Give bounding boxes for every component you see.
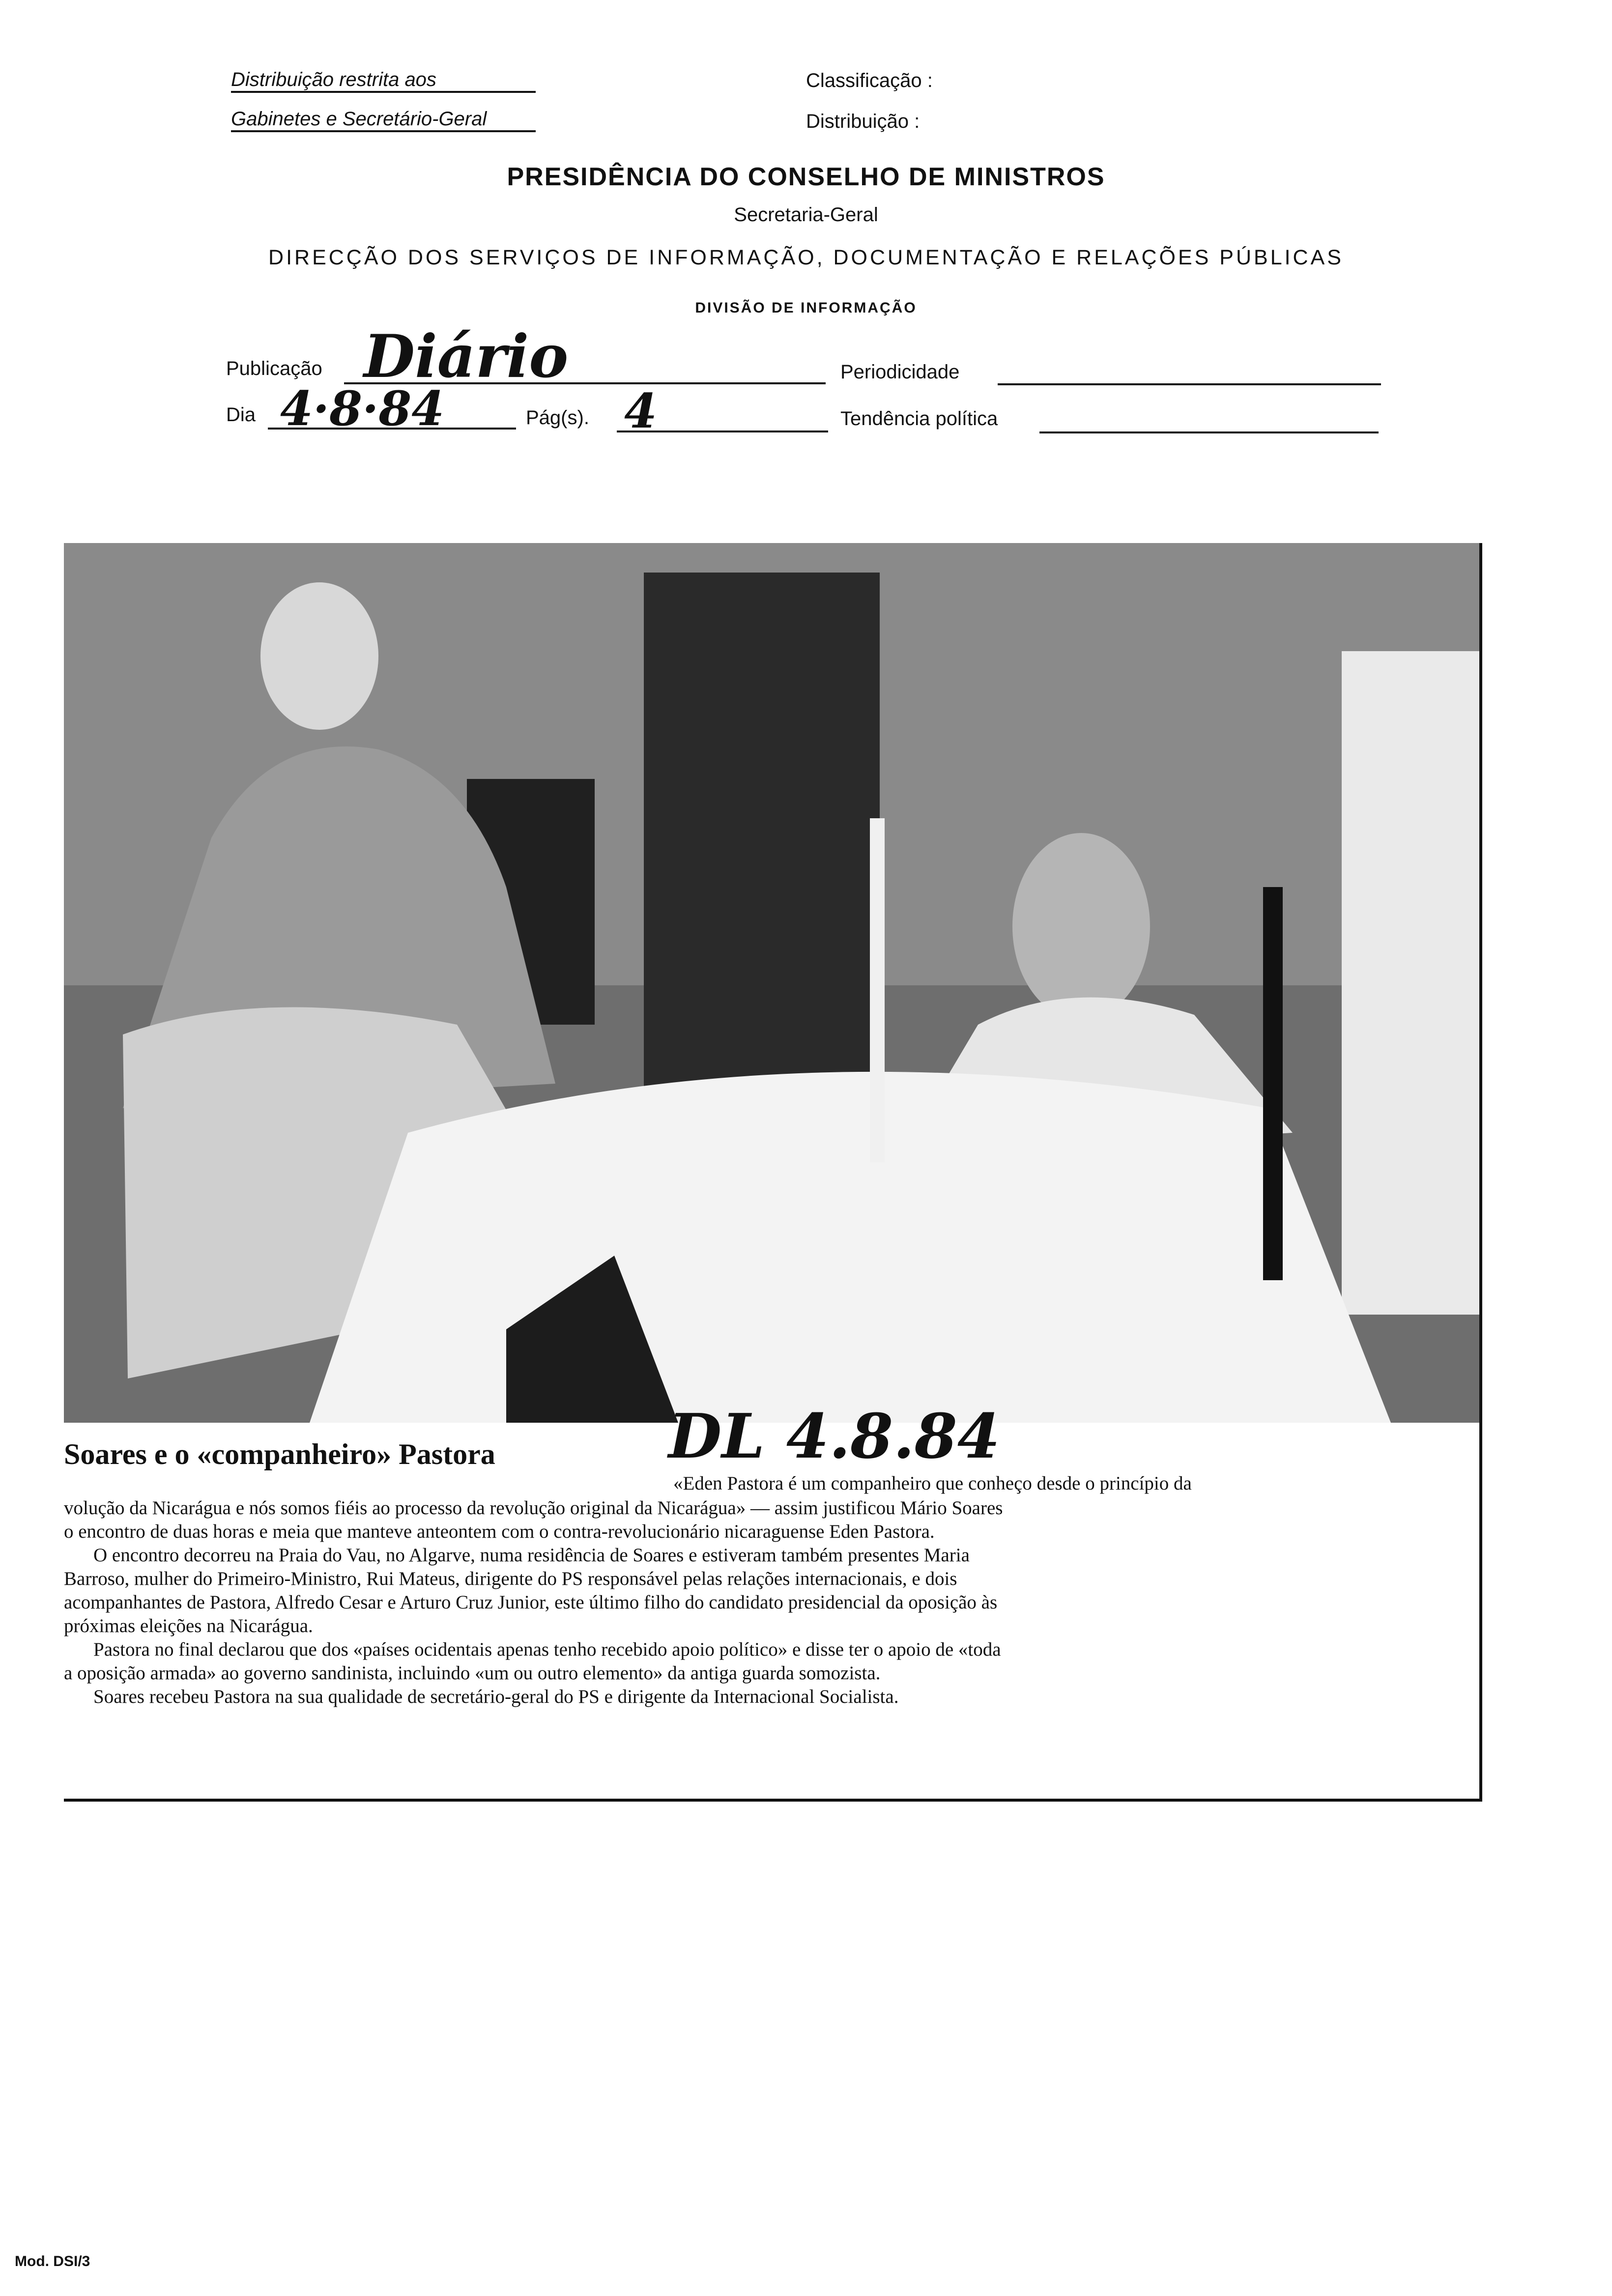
institution-subtitle: Secretaria-Geral bbox=[734, 204, 878, 226]
day-label: Dia bbox=[226, 404, 256, 426]
photo-illustration bbox=[64, 543, 1479, 1423]
classification-label: Classificação : bbox=[806, 70, 933, 91]
caption-line: Barroso, mulher do Primeiro-Ministro, Rui Mateus, dirigente do PS responsável pelas relações internacionais, e dois bbox=[64, 1568, 957, 1589]
clipping-headline: Soares e o «companheiro» Pastora bbox=[64, 1438, 495, 1470]
caption-line: volução da Nicarágua e nós somos fiéis ao processo da revolução original da Nicarágua» — assim justificou Mário Soares bbox=[64, 1497, 1003, 1519]
newspaper-clipping bbox=[64, 543, 1482, 1802]
restricted-distribution-line2: Gabinetes e Secretário-Geral bbox=[231, 108, 536, 132]
publication-handwritten-value: Diário bbox=[364, 322, 569, 391]
periodicity-field-line bbox=[998, 383, 1381, 385]
caption-line: a oposição armada» ao governo sandinista, incluindo «um ou outro elemento» da antiga guarda somozista. bbox=[64, 1663, 881, 1684]
periodicity-label: Periodicidade bbox=[840, 361, 960, 383]
caption-lead-in: «Eden Pastora é um companheiro que conheço desde o princípio da bbox=[673, 1473, 1192, 1494]
distribution-label: Distribuição : bbox=[806, 111, 920, 132]
directorate-line: DIRECÇÃO DOS SERVIÇOS DE INFORMAÇÃO, DOCUMENTAÇÃO E RELAÇÕES PÚBLICAS bbox=[268, 246, 1344, 269]
form-model-code: Mod. DSI/3 bbox=[15, 2253, 90, 2269]
caption-line: Soares recebeu Pastora na sua qualidade de secretário-geral do PS e dirigente da Internacional Socialista. bbox=[93, 1686, 899, 1707]
restricted-distribution-line1: Distribuição restrita aos bbox=[231, 69, 536, 93]
caption-line: acompanhantes de Pastora, Alfredo Cesar e Arturo Cruz Junior, este último filho do candidato presidencial da oposição às bbox=[64, 1592, 998, 1613]
caption-area bbox=[64, 1401, 1479, 1799]
caption-line: Pastora no final declarou que dos «países ocidentais apenas tenho recebido apoio político» e disse ter o apoio de «toda bbox=[93, 1639, 1001, 1660]
institution-title: PRESIDÊNCIA DO CONSELHO DE MINISTROS bbox=[507, 163, 1105, 191]
clipping-handwritten-note: DL 4.8.84 bbox=[668, 1401, 1000, 1472]
caption-body bbox=[64, 1496, 1469, 1709]
pages-label: Pág(s). bbox=[526, 407, 589, 429]
caption-line: o encontro de duas horas e meia que manteve anteontem com o contra-revolucionário nicaraguense Eden Pastora. bbox=[64, 1521, 935, 1542]
division-line: DIVISÃO DE INFORMAÇÃO bbox=[695, 300, 917, 316]
caption-line: O encontro decorreu na Praia do Vau, no Algarve, numa residência de Soares e estiveram também presentes Maria bbox=[93, 1545, 970, 1566]
tendency-label: Tendência política bbox=[840, 408, 998, 430]
pages-handwritten-value: 4 bbox=[624, 383, 657, 439]
publication-label: Publicação bbox=[226, 358, 322, 379]
day-handwritten-value: 4·8·84 bbox=[280, 381, 445, 436]
caption-line: próximas eleições na Nicarágua. bbox=[64, 1615, 313, 1636]
clipping-photo bbox=[64, 543, 1479, 1423]
tendency-field-line bbox=[1039, 431, 1379, 433]
